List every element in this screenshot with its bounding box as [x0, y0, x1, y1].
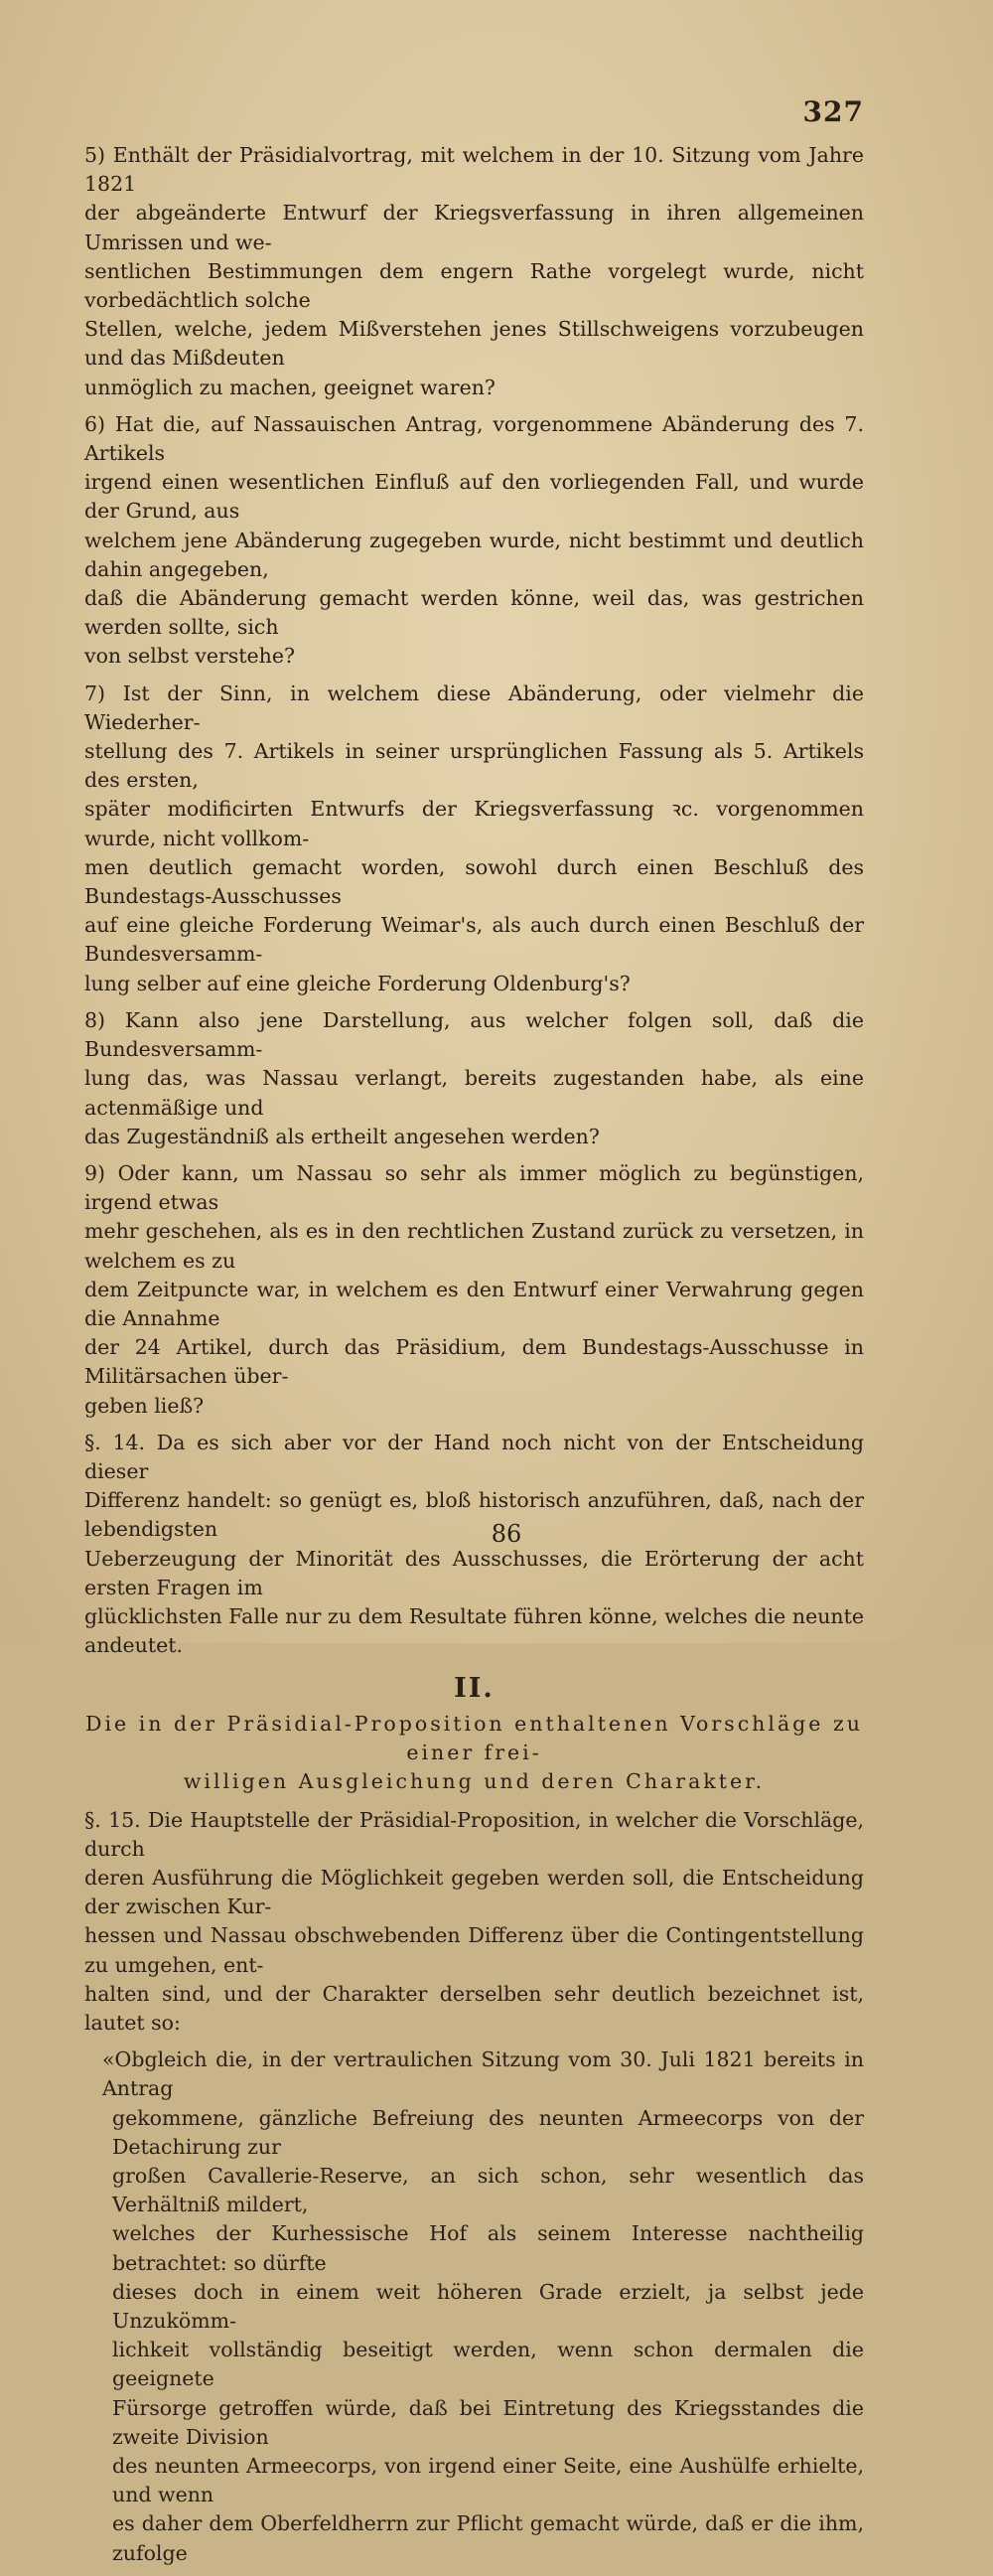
paragraph-question-6 — [84, 410, 864, 672]
quote-line: Fürsorge getroffen würde, daß bei Eintretung des Kriegsstandes die zweite Division — [112, 2395, 864, 2449]
text-line: stellung des 7. Artikels in seiner ursprünglichen Fassung als 5. Artikels des ersten, — [84, 739, 864, 793]
text-line: §. 15. Die Hauptstelle der Präsidial-Proposition, in welcher die Vorschläge, durch — [84, 1807, 864, 1861]
text-line: sentlichen Bestimmungen dem engern Rathe vorgelegt wurde, nicht vorbedächtlich solche — [84, 258, 864, 313]
text-line: dem Zeitpuncte war, in welchem es den Entwurf einer Verwahrung gegen die Annahme — [84, 1277, 864, 1330]
text-line: der 24 Artikel, durch das Präsidium, dem Bundestags-Ausschusse in Militärsachen über- — [84, 1335, 864, 1389]
text-line: Differenz handelt: so genügt es, bloß historisch anzuführen, daß, nach der lebendigsten — [84, 1488, 864, 1542]
quote-line: «Obgleich die, in der vertraulichen Sitzung vom 30. Juli 1821 bereits in Antrag — [102, 2047, 864, 2101]
heading-line: willigen Ausgleichung und deren Charakter. — [183, 1768, 766, 1793]
paragraph-section-15 — [84, 1806, 864, 2039]
quote-line: des neunten Armeecorps, von irgend einer Seite, eine Aushülfe erhielte, und wenn — [112, 2454, 864, 2507]
quote-line: großen Cavallerie-Reserve, an sich schon, sehr wesentlich das Verhältniß mildert, — [112, 2164, 864, 2217]
text-line: daß die Abänderung gemacht werden könne, weil das, was gestrichen werden sollte, sich — [84, 586, 864, 640]
signature-mark: 86 — [491, 1520, 522, 1548]
section-heading — [84, 1710, 864, 1796]
text-line: lung selber auf eine gleiche Forderung Oldenburg's? — [84, 971, 631, 995]
quotation-block — [84, 2046, 864, 2568]
text-line: 8) Kann also jene Darstellung, aus welcher folgen soll, daß die Bundesversamm- — [84, 1007, 864, 1062]
text-line: 7) Ist der Sinn, in welchem diese Abänderung, oder vielmehr die Wiederher- — [84, 681, 864, 734]
text-line: auf eine gleiche Forderung Weimar's, als auch durch einen Beschluß der Bundesversamm- — [84, 913, 864, 967]
paragraph-question-9 — [84, 1159, 864, 1421]
text-line: unmöglich zu machen, geeignet waren? — [84, 375, 496, 399]
text-line: 9) Oder kann, um Nassau so sehr als immer möglich zu begünstigen, irgend etwas — [84, 1160, 864, 1215]
text-line: 5) Enthält der Präsidialvortrag, mit welchem in der 10. Sitzung vom Jahre 1821 — [84, 143, 864, 197]
quote-line: welches der Kurhessische Hof als seinem Interesse nachtheilig betrachtet: so dürfte — [112, 2221, 864, 2275]
text-line: men deutlich gemacht worden, sowohl durch einen Beschluß des Bundestags-Ausschusses — [84, 854, 864, 909]
quote-line: lichkeit vollständig beseitigt werden, wenn schon dermalen die geeignete — [112, 2338, 864, 2391]
quote-line: dieses doch in einem weit höheren Grade erzielt, ja selbst jede Unzukömm- — [112, 2279, 864, 2334]
text-line: geben ließ? — [84, 1393, 205, 1418]
quote-line: es daher dem Oberfeldherrn zur Pflicht gemacht würde, daß er die ihm, zufolge — [112, 2511, 864, 2565]
text-line: von selbst verstehe? — [84, 644, 295, 669]
paragraph-question-7 — [84, 680, 864, 998]
text-line: glücklichsten Falle nur zu dem Resultate führen könne, welches die neunte andeutet. — [84, 1603, 864, 1658]
text-line: deren Ausführung die Möglichkeit gegeben werden soll, die Entscheidung der zwischen Kur- — [84, 1865, 864, 1919]
text-line: mehr geschehen, als es in den rechtlichen Zustand zurück zu versetzen, in welchem es zu — [84, 1219, 864, 1273]
body-text — [84, 141, 864, 2576]
text-line: Ueberzeugung der Minorität des Ausschusses, die Erörterung der acht ersten Fragen im — [84, 1546, 864, 1599]
paragraph-question-5 — [84, 141, 864, 402]
text-line: das Zugeständniß als ertheilt angesehen werden? — [84, 1124, 600, 1148]
text-line: lung das, was Nassau verlangt, bereits zugestanden habe, als eine actenmäßige und — [84, 1066, 864, 1120]
text-line: §. 14. Da es sich aber vor der Hand noch nicht von der Entscheidung dieser — [84, 1430, 864, 1483]
text-line: irgend einen wesentlichen Einfluß auf den vorliegenden Fall, und wurde der Grund, aus — [84, 470, 864, 524]
quote-line: gekommene, gänzliche Befreiung des neunten Armeecorps von der Detachirung zur — [112, 2105, 864, 2159]
text-line: der abgeänderte Entwurf der Kriegsverfassung in ihren allgemeinen Umrissen und we- — [84, 201, 864, 254]
text-line: später modificirten Entwurfs der Kriegsverfassung ꝛc. vorgenommen wurde, nicht vollkom- — [84, 797, 864, 850]
text-line: halten sind, und der Charakter derselben sehr deutlich bezeichnet ist, lautet so: — [84, 1981, 864, 2035]
section-numeral: II. — [454, 1673, 495, 1705]
heading-line: Die in der Präsidial-Proposition enthaltenen Vorschläge zu einer frei- — [85, 1711, 863, 1764]
text-line: 6) Hat die, auf Nassauischen Antrag, vorgenommene Abänderung des 7. Artikels — [84, 411, 864, 466]
text-line: hessen und Nassau obschwebenden Differenz über die Contingentstellung zu umgehen, ent- — [84, 1923, 864, 1977]
page-number: 327 — [802, 95, 864, 128]
text-line: Stellen, welche, jedem Mißverstehen jenes Stillschweigens vorzubeugen und das Mißdeuten — [84, 317, 864, 371]
paragraph-question-8 — [84, 1006, 864, 1151]
text-line: welchem jene Abänderung zugegeben wurde, nicht bestimmt und deutlich dahin angegeben, — [84, 528, 864, 581]
